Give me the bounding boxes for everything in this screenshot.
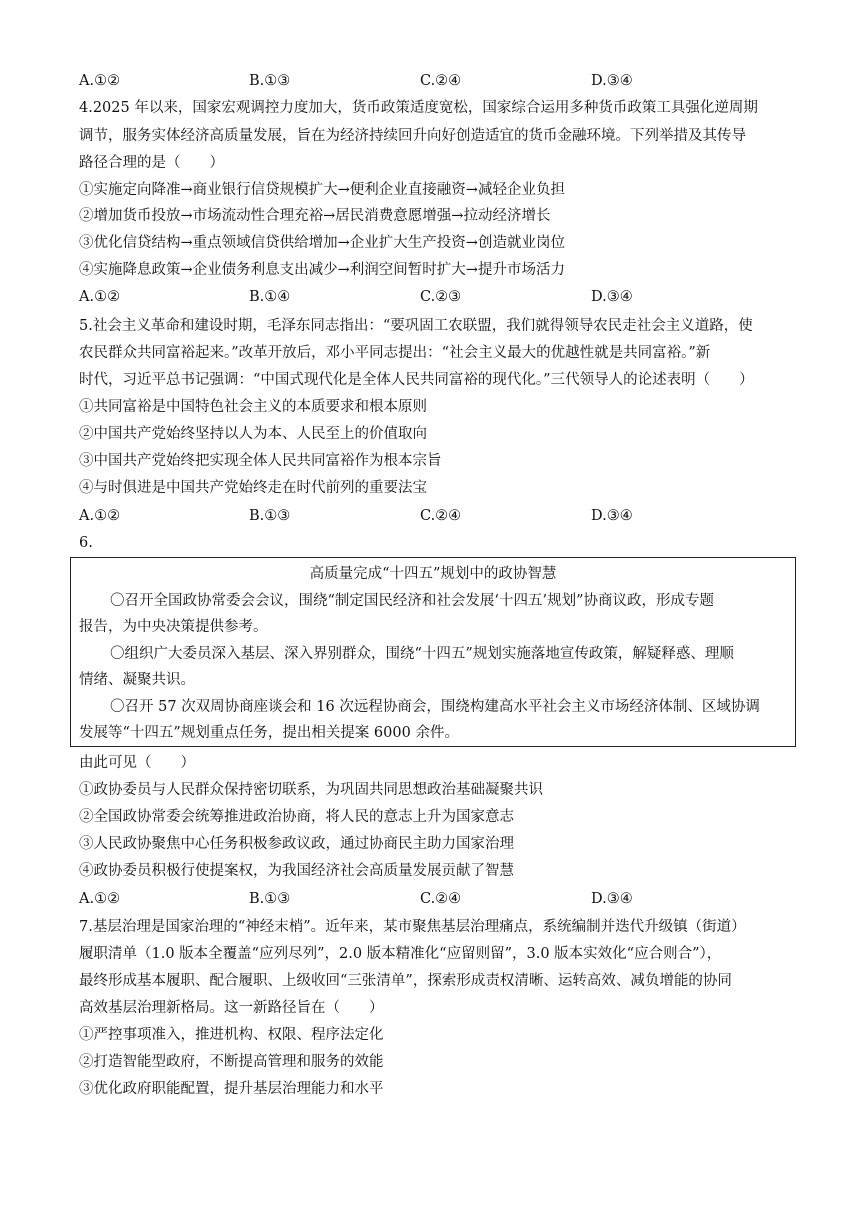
material-line: 〇召开全国政协常委会会议，围绕“制定国民经济和社会发展‘十四五’规划”协商议政，形成专题 bbox=[110, 593, 715, 609]
material-box bbox=[70, 557, 796, 747]
material-line: 〇召开 57 次双周协商座谈会和 16 次远程协商会，围绕构建高水平社会主义市场经济体制、区域协调 bbox=[110, 699, 760, 715]
material-line: 发展等“十四五”规划重点任务，提出相关提案 6000 余件。 bbox=[79, 725, 459, 741]
material-line: 情绪、凝聚共识。 bbox=[79, 672, 195, 688]
q4-item: ②增加货币投放→市场流动性合理充裕→居民消费意愿增强→拉动经济增长 bbox=[79, 208, 551, 224]
q4-stem-line: 路径合理的是（ ） bbox=[79, 155, 224, 171]
q3-options bbox=[79, 71, 779, 91]
q6-item: ②全国政协常委会统筹推进政治协商，将人民的意志上升为国家意志 bbox=[79, 809, 514, 825]
material-title: 高质量完成“十四五”规划中的政协智慧 bbox=[309, 566, 557, 582]
q7-stem-line: 7.基层治理是国家治理的“神经末梢”。近年来，某市聚焦基层治理痛点，系统编制并迭代升级镇（街道） bbox=[79, 919, 746, 935]
q7-item: ①严控事项准入，推进机构、权限、程序法定化 bbox=[79, 1027, 384, 1043]
option-a: A.①② bbox=[79, 73, 121, 89]
q6-stem: 由此可见（ ） bbox=[79, 755, 195, 771]
q4-item: ③优化信贷结构→重点领域信贷供给增加→企业扩大生产投资→创造就业岗位 bbox=[79, 235, 565, 251]
q6-item: ④政协委员积极行使提案权，为我国经济社会高质量发展贡献了智慧 bbox=[79, 863, 514, 879]
option-d: D.③④ bbox=[591, 73, 633, 89]
option-d: D.③④ bbox=[591, 891, 633, 907]
q5-item: ②中国共产党始终坚持以人为本、人民至上的价值取向 bbox=[79, 426, 427, 442]
option-b: B.①③ bbox=[249, 891, 291, 907]
option-a: A.①② bbox=[79, 508, 121, 524]
material-line: 报告，为中央决策提供参考。 bbox=[79, 619, 268, 635]
q6-number: 6. bbox=[79, 535, 93, 551]
q4-stem-line: 4.2025 年以来，国家宏观调控力度加大，货币政策适度宽松，国家综合运用多种货币政策工具强化逆周期 bbox=[79, 100, 758, 116]
q5-item: ③中国共产党始终把实现全体人民共同富裕作为根本宗旨 bbox=[79, 453, 442, 469]
q4-item: ④实施降息政策→企业债务利息支出减少→利润空间暂时扩大→提升市场活力 bbox=[79, 262, 565, 278]
q5-item: ④与时俱进是中国共产党始终走在时代前列的重要法宝 bbox=[79, 480, 427, 496]
material-line: 〇组织广大委员深入基层、深入界别群众，围绕“十四五”规划实施落地宣传政策，解疑释惑、理顺 bbox=[110, 646, 734, 662]
q7-item: ②打造智能型政府，不断提高管理和服务的效能 bbox=[79, 1054, 384, 1070]
q5-stem-line: 农民群众共同富裕起来。”改革开放后，邓小平同志提出：“社会主义最大的优越性就是共同富裕。”新 bbox=[79, 345, 711, 361]
option-c: C.②④ bbox=[420, 73, 462, 89]
option-c: C.②④ bbox=[420, 891, 462, 907]
q5-options bbox=[79, 506, 779, 526]
option-b: B.①④ bbox=[249, 289, 291, 305]
q4-stem-line: 调节，服务实体经济高质量发展，旨在为经济持续回升向好创造适宜的货币金融环境。下列举措及其传导 bbox=[79, 128, 746, 144]
option-b: B.①③ bbox=[249, 73, 291, 89]
q4-options bbox=[79, 287, 779, 307]
q6-item: ①政协委员与人民群众保持密切联系，为巩固共同思想政治基础凝聚共识 bbox=[79, 782, 543, 798]
q6-options bbox=[79, 889, 779, 909]
option-d: D.③④ bbox=[591, 508, 633, 524]
q5-item: ①共同富裕是中国特色社会主义的本质要求和根本原则 bbox=[79, 399, 427, 415]
q4-item: ①实施定向降准→商业银行信贷规模扩大→便利企业直接融资→减轻企业负担 bbox=[79, 182, 565, 198]
option-a: A.①② bbox=[79, 289, 121, 305]
q5-stem-line: 时代，习近平总书记强调：“中国式现代化是全体人民共同富裕的现代化。”三代领导人的论述表明（ ） bbox=[79, 372, 754, 388]
q7-stem-line: 履职清单（1.0 版本全覆盖“应列尽列”，2.0 版本精准化“应留则留”，3.0 版本实效化“应合则合”）， bbox=[79, 946, 722, 962]
q7-stem-line: 最终形成基本履职、配合履职、上级收回“三张清单”，探索形成责权清晰、运转高效、减负增能的协同 bbox=[79, 973, 732, 989]
q6-item: ③人民政协聚焦中心任务积极参政议政，通过协商民主助力国家治理 bbox=[79, 836, 514, 852]
q7-item: ③优化政府职能配置，提升基层治理能力和水平 bbox=[79, 1081, 384, 1097]
option-c: C.②④ bbox=[420, 508, 462, 524]
option-a: A.①② bbox=[79, 891, 121, 907]
option-d: D.③④ bbox=[591, 289, 633, 305]
option-c: C.②③ bbox=[420, 289, 462, 305]
option-b: B.①③ bbox=[249, 508, 291, 524]
q5-stem-line: 5.社会主义革命和建设时期，毛泽东同志指出：“要巩固工农联盟，我们就得领导农民走社会主义道路，使 bbox=[79, 318, 753, 334]
q7-stem-line: 高效基层治理新格局。这一新路径旨在（ ） bbox=[79, 1000, 384, 1016]
